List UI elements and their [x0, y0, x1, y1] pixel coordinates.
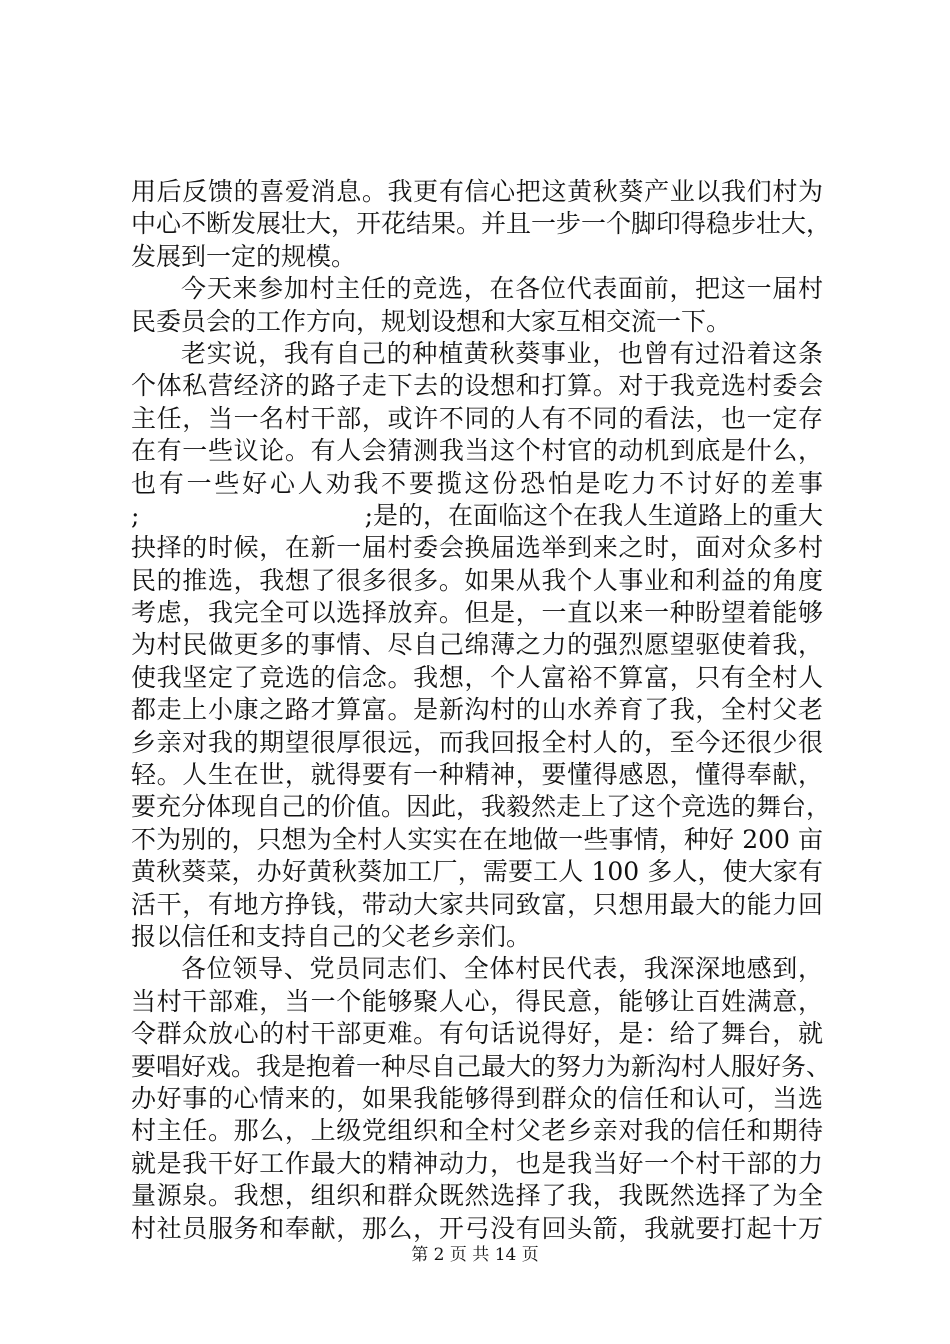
text-line: 办好事的心情来的，如果我能够得到群众的信任和认可，当选 — [131, 1083, 823, 1113]
text-line-with-gap — [131, 500, 823, 532]
text-line: 在有一些议论。有人会猜测我当这个村官的动机到底是什么， — [131, 436, 823, 466]
text-line: 个体私营经济的路子走下去的设想和打算。对于我竞选村委会 — [131, 371, 823, 401]
body-text — [131, 176, 832, 1245]
text-line: 报以信任和支持自己的父老乡亲们。 — [131, 921, 532, 951]
text-line: 量源泉。我想，组织和群众既然选择了我，我既然选择了为全 — [131, 1181, 823, 1211]
text-line: 抉择的时候，在新一届村委会换届选举到来之时，面对众多村 — [131, 533, 823, 563]
text-line: 使我坚定了竞选的信念。我想，个人富裕不算富，只有全村人 — [131, 662, 823, 692]
text-line: 就是我干好工作最大的精神动力，也是我当好一个村干部的力 — [131, 1148, 823, 1178]
text-line: 中心不断发展壮大，开花结果。并且一步一个脚印得稳步壮大， — [131, 209, 832, 239]
paragraph-start-line: 今天来参加村主任的竞选，在各位代表面前，把这一届村 — [181, 274, 823, 304]
text-line: 村社员服务和奉献，那么，开弓没有回头箭，我就要打起十万 — [131, 1213, 823, 1243]
text-line: 用后反馈的喜爱消息。我更有信心把这黄秋葵产业以我们村为 — [131, 177, 823, 206]
text-line: 也有一些好心人劝我不要揽这份恐怕是吃力不讨好的差事 — [131, 468, 823, 498]
text-line: 主任，当一名村干部，或许不同的人有不同的看法，也一定存 — [131, 403, 823, 433]
text-line: 为村民做更多的事情、尽自己绵薄之力的强烈愿望驱使着我， — [131, 630, 823, 660]
text-line: 活干，有地方挣钱，带动大家共同致富，只想用最大的能力回 — [131, 889, 823, 919]
page-number-footer: 第 2 页 共 14 页 — [411, 1245, 539, 1265]
text-line: 轻。人生在世，就得要有一种精神，要懂得感恩，懂得奉献， — [131, 760, 823, 790]
paragraph-start-line: 老实说，我有自己的种植黄秋葵事业，也曾有过沿着这条 — [181, 338, 823, 368]
text-line: 黄秋葵菜，办好黄秋葵加工厂，需要工人 100 多人，使大家有 — [131, 857, 823, 887]
paragraph-start-line: 各位领导、党员同志们、全体村民代表，我深深地感到， — [181, 954, 823, 984]
text-line-tail: ;是的，在面临这个在我人生道路上的重大 — [364, 500, 823, 530]
text-line: 乡亲对我的期望很厚很远，而我回报全村人的，至今还很少很 — [131, 727, 823, 757]
text-line: 村主任。那么，上级党组织和全村父老乡亲对我的信任和期待 — [131, 1116, 823, 1146]
semicolon-text: ; — [131, 500, 140, 530]
text-line: 考虑，我完全可以选择放弃。但是，一直以来一种盼望着能够 — [131, 598, 823, 628]
text-line: 要充分体现自己的价值。因此，我毅然走上了这个竞选的舞台， — [131, 792, 832, 822]
text-line: 要唱好戏。我是抱着一种尽自己最大的努力为新沟村人服好务、 — [131, 1051, 832, 1081]
text-line: 民委员会的工作方向，规划设想和大家互相交流一下。 — [131, 306, 732, 336]
text-line: 当村干部难，当一个能够聚人心，得民意，能够让百姓满意， — [131, 986, 823, 1016]
text-line: 都走上小康之路才算富。是新沟村的山水养育了我，全村父老 — [131, 695, 823, 725]
text-line: 发展到一定的规模。 — [131, 241, 357, 271]
text-line: 民的推选，我想了很多很多。如果从我个人事业和利益的角度 — [131, 565, 823, 595]
text-line: 不为别的，只想为全村人实实在在地做一些事情，种好 200 亩 — [131, 824, 823, 854]
text-line: 令群众放心的村干部更难。有句话说得好，是：给了舞台，就 — [131, 1019, 823, 1049]
